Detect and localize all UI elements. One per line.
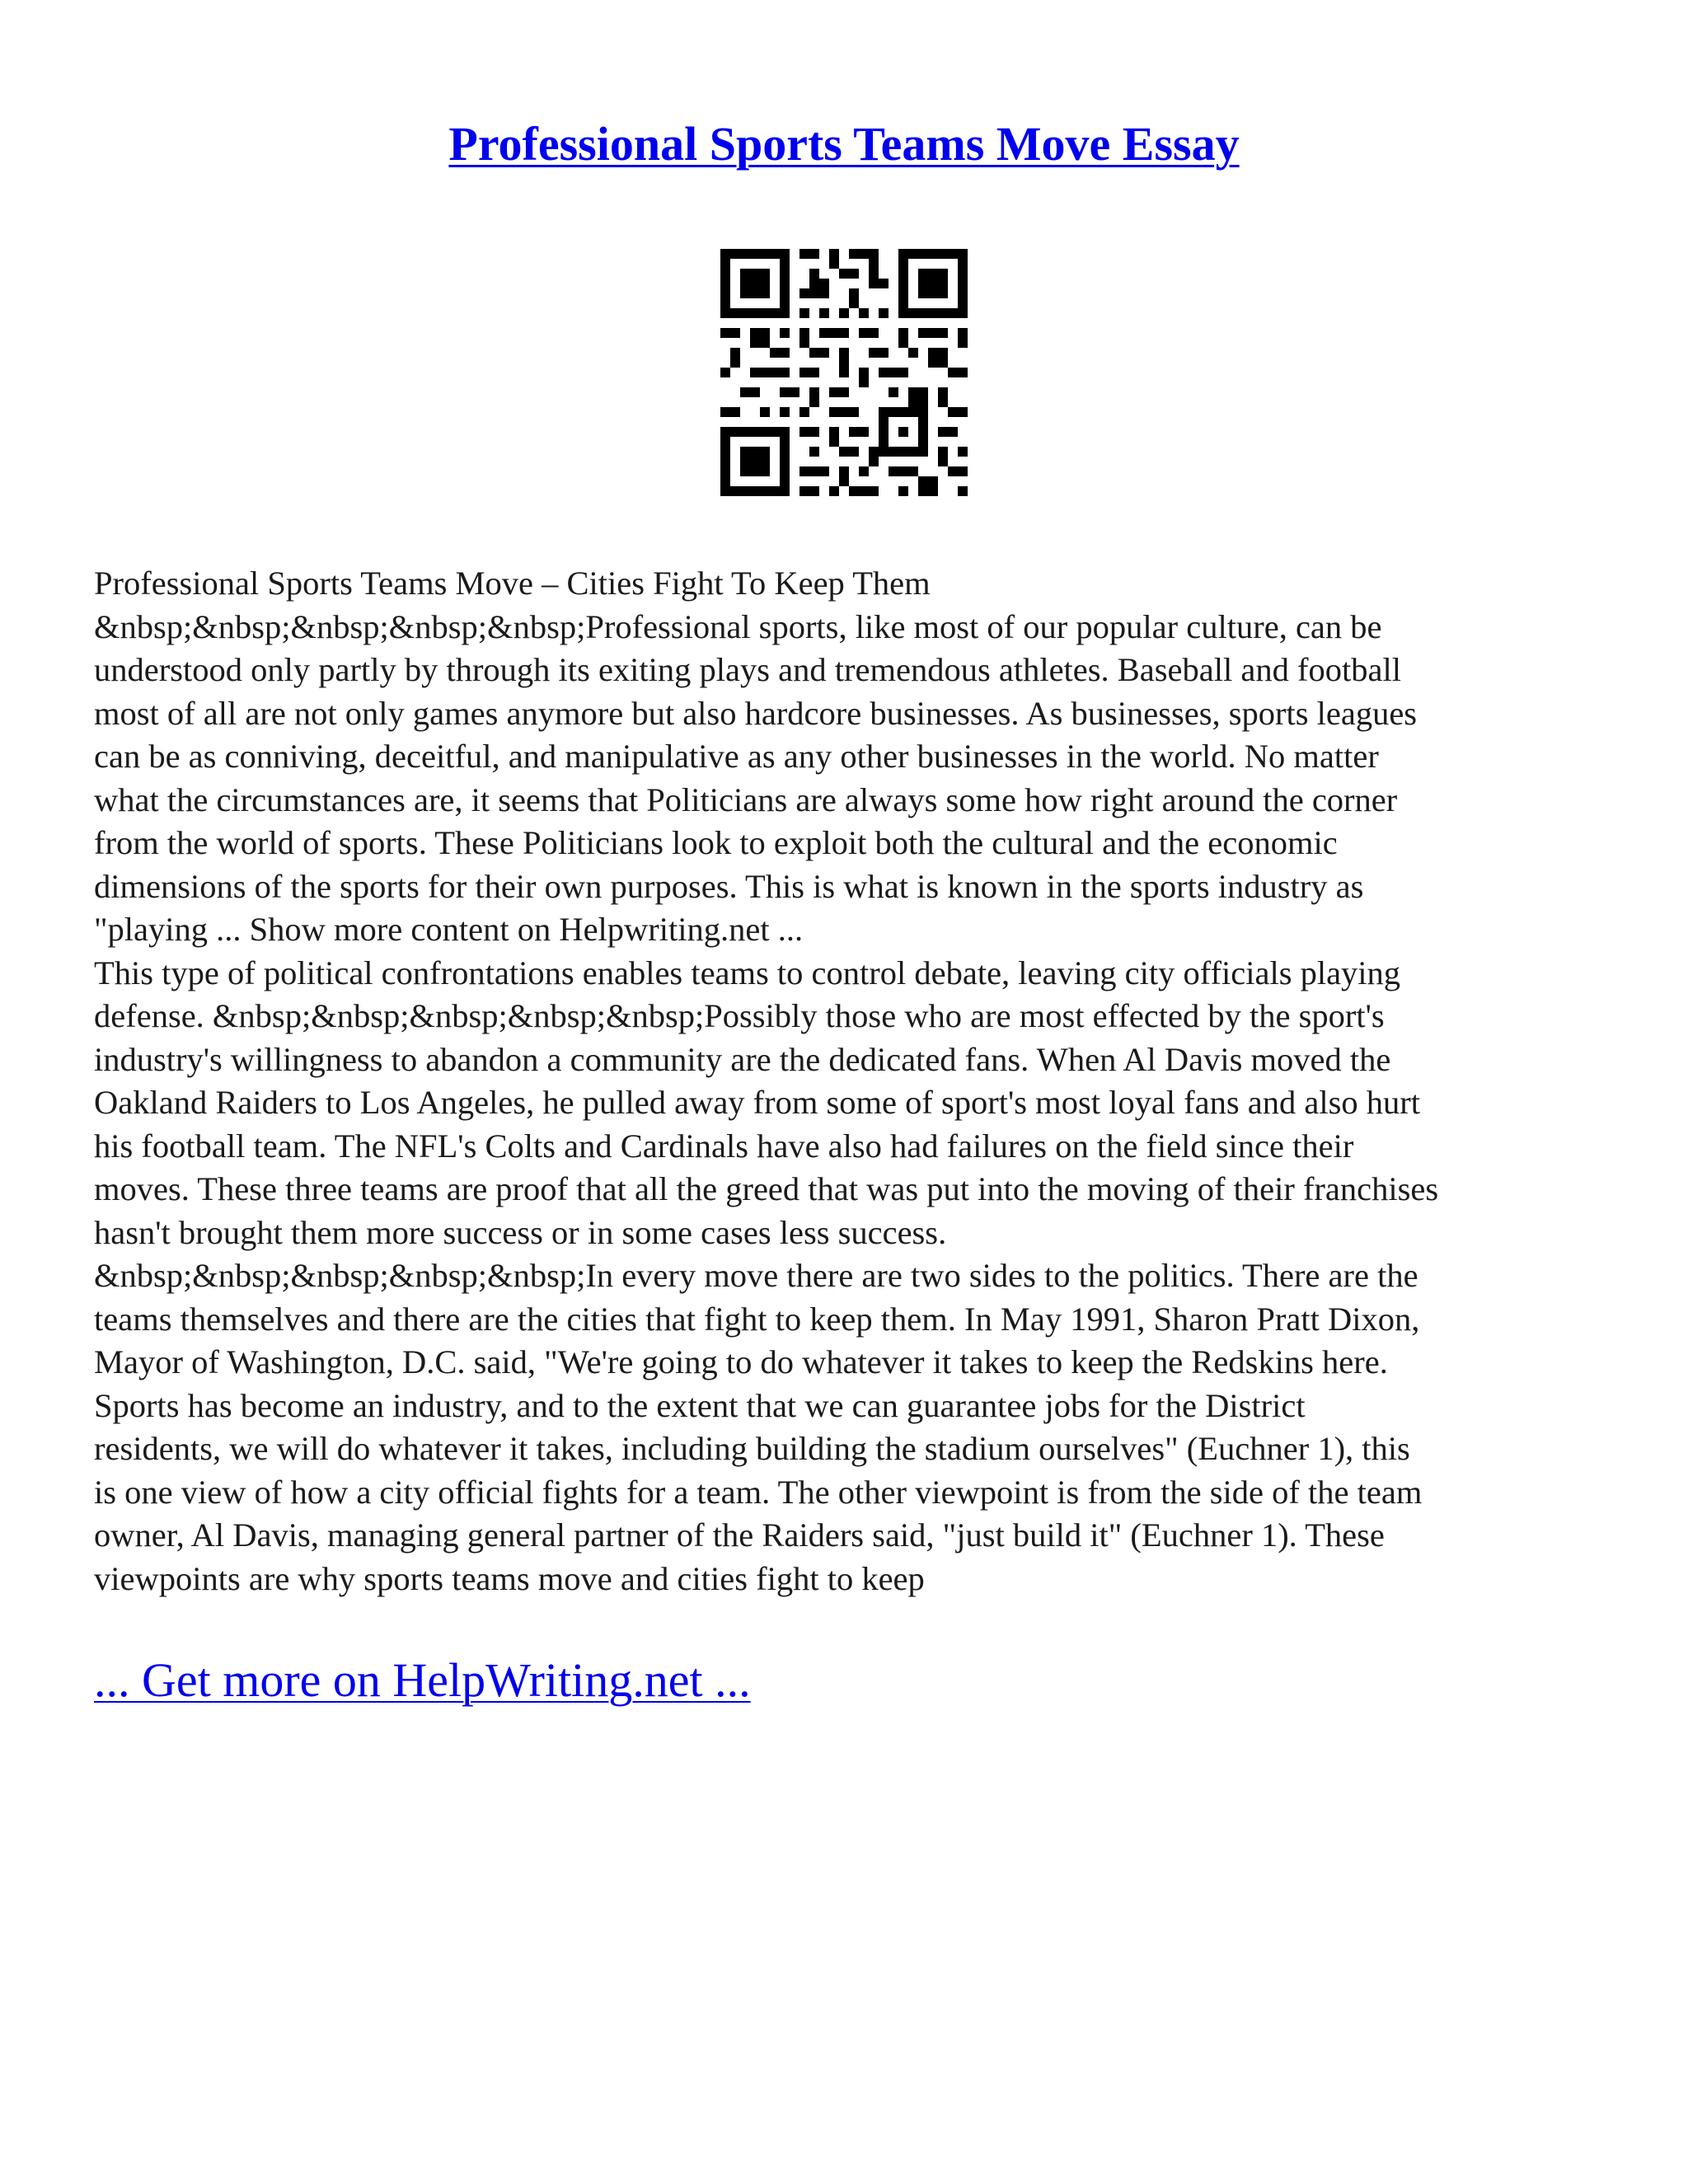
- body-line: This type of political confrontations enables teams to control debate, leaving city officials playing: [94, 954, 1401, 991]
- page-title: [0, 115, 1688, 173]
- body-line: &nbsp;&nbsp;&nbsp;&nbsp;&nbsp;Professional sports, like most of our popular culture, can be: [94, 607, 1382, 645]
- body-line: industry's willingness to abandon a community are the dedicated fans. When Al Davis moved the: [94, 1040, 1391, 1078]
- body-line: teams themselves and there are the cities that fight to keep them. In May 1991, Sharon Pratt Dixon,: [94, 1300, 1420, 1338]
- body-line: hasn't brought them more success or in some cases less success.: [94, 1213, 947, 1251]
- body-line: moves. These three teams are proof that all the greed that was put into the moving of their franchises: [94, 1170, 1439, 1207]
- get-more-link[interactable]: ... Get more on HelpWriting.net ...: [94, 1653, 751, 1707]
- body-line: what the circumstances are, it seems that Politicians are always some how right around the corner: [94, 780, 1398, 818]
- body-line: viewpoints are why sports teams move and cities fight to keep: [94, 1559, 925, 1597]
- body-line: residents, we will do whatever it takes, including building the stadium ourselves" (Euchner 1), this: [94, 1430, 1410, 1467]
- more-link-container: [94, 1652, 751, 1709]
- qr-code-svg: [720, 249, 968, 496]
- body-line: Oakland Raiders to Los Angeles, he pulled away from some of sport's most loyal fans and also hurt: [94, 1084, 1420, 1121]
- essay-body: [94, 562, 1602, 1601]
- body-line: Mayor of Washington, D.C. said, "We're going to do whatever it takes to keep the Redskins here.: [94, 1343, 1388, 1380]
- body-line: most of all are not only games anymore but also hardcore businesses. As businesses, sports leagues: [94, 694, 1418, 732]
- body-line: his football team. The NFL's Colts and Cardinals have also had failures on the field since their: [94, 1127, 1354, 1165]
- body-line: understood only partly by through its exiting plays and tremendous athletes. Baseball and football: [94, 651, 1401, 688]
- body-line: Professional Sports Teams Move – Cities Fight To Keep Them: [94, 565, 931, 602]
- body-line: dimensions of the sports for their own purposes. This is what is known in the sports industry as: [94, 867, 1364, 905]
- body-line: is one view of how a city official fights for a team. The other viewpoint is from the side of the team: [94, 1473, 1423, 1511]
- title-link[interactable]: Professional Sports Teams Move Essay: [448, 117, 1240, 171]
- body-line: "playing ... Show more content on Helpwriting.net ...: [94, 911, 804, 948]
- body-line: defense. &nbsp;&nbsp;&nbsp;&nbsp;&nbsp;Possibly those who are most effected by the sport's: [94, 997, 1385, 1034]
- body-line: from the world of sports. These Politicians look to exploit both the cultural and the economic: [94, 824, 1338, 861]
- body-line: Sports has become an industry, and to the extent that we can guarantee jobs for the District: [94, 1386, 1306, 1424]
- qr-code-icon: [720, 249, 968, 496]
- body-line: can be as conniving, deceitful, and manipulative as any other businesses in the world. No matter: [94, 738, 1379, 775]
- body-line: owner, Al Davis, managing general partner of the Raiders said, "just build it" (Euchner 1). These: [94, 1516, 1385, 1554]
- body-line: &nbsp;&nbsp;&nbsp;&nbsp;&nbsp;In every move there are two sides to the politics. There are the: [94, 1257, 1418, 1294]
